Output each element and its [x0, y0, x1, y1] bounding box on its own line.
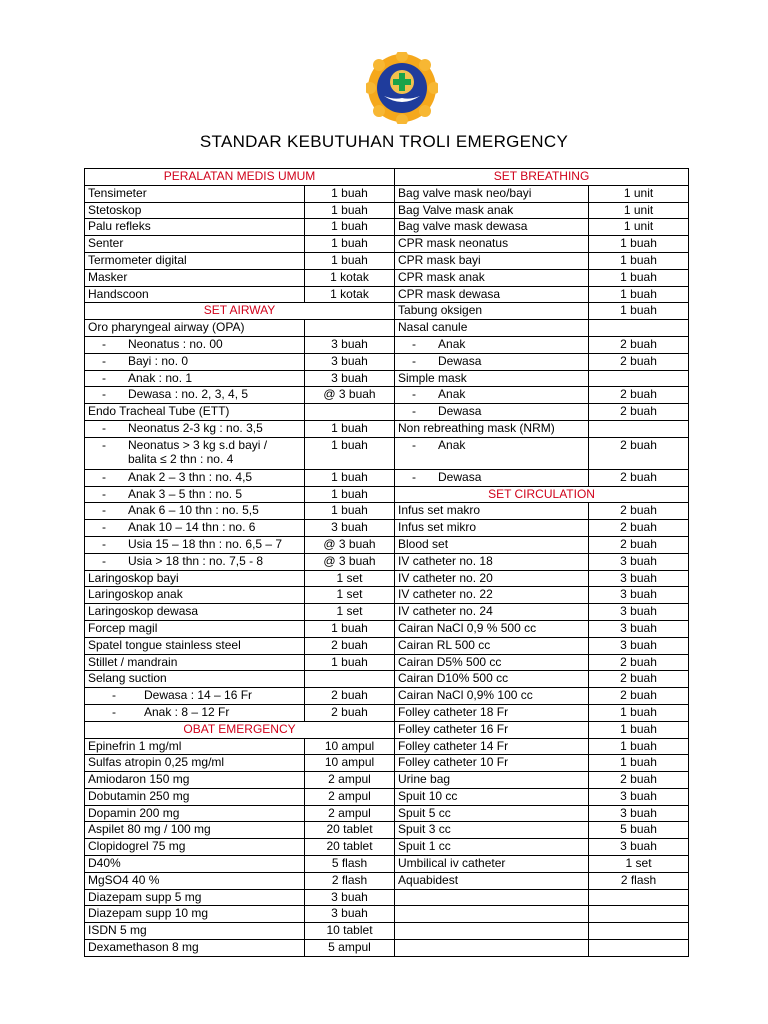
- item-qty: [305, 671, 395, 688]
- item-qty: 2 buah: [589, 469, 689, 486]
- table-row: [85, 420, 689, 437]
- item-qty: 3 buah: [305, 370, 395, 387]
- item-qty: 1 buah: [589, 303, 689, 320]
- item-qty: 20 tablet: [305, 822, 395, 839]
- item-name: [85, 553, 305, 570]
- item-name: [85, 469, 305, 486]
- item-qty: 1 buah: [305, 503, 395, 520]
- item-qty: [589, 420, 689, 437]
- section-header-peralatan: PERALATAN MEDIS UMUM: [85, 169, 395, 186]
- item-name: CPR mask anak: [395, 269, 589, 286]
- table-row: [85, 219, 689, 236]
- item-name: Spuit 10 cc: [395, 788, 589, 805]
- item-name: Laringoskop bayi: [85, 570, 305, 587]
- item-name: Sulfas atropin 0,25 mg/ml: [85, 755, 305, 772]
- item-name: Infus set makro: [395, 503, 589, 520]
- table-row: [85, 923, 689, 940]
- item-qty: 2 ampul: [305, 805, 395, 822]
- item-name: Simple mask: [395, 370, 589, 387]
- item-qty: 2 buah: [589, 536, 689, 553]
- table-row: [85, 503, 689, 520]
- item-name: Folley catheter 18 Fr: [395, 704, 589, 721]
- section-header-obat: OBAT EMERGENCY: [85, 721, 395, 738]
- item-name: [85, 486, 305, 503]
- item-name: Cairan NaCl 0,9% 100 cc: [395, 688, 589, 705]
- item-name: Blood set: [395, 536, 589, 553]
- bullet-dash: -: [412, 469, 417, 484]
- item-name: Amiodaron 150 mg: [85, 772, 305, 789]
- item-name: CPR mask neonatus: [395, 236, 589, 253]
- bullet-dash: -: [112, 704, 116, 719]
- item-name: [85, 688, 305, 705]
- item-name: Diazepam supp 10 mg: [85, 906, 305, 923]
- table-row: [85, 906, 689, 923]
- item-name: Folley catheter 14 Fr: [395, 738, 589, 755]
- bullet-dash: -: [102, 387, 106, 402]
- table-row: [85, 704, 689, 721]
- item-label: [128, 438, 267, 466]
- item-label: Bayi : no. 0: [128, 353, 189, 368]
- item-qty: 10 ampul: [305, 755, 395, 772]
- item-qty: 2 buah: [589, 503, 689, 520]
- bullet-dash: -: [412, 437, 417, 452]
- item-qty: 1 buah: [589, 755, 689, 772]
- item-name: [395, 404, 589, 421]
- item-name: Stillet / mandrain: [85, 654, 305, 671]
- bullet-dash: -: [102, 520, 106, 535]
- item-label: Usia 15 – 18 thn : no. 6,5 – 7: [128, 536, 283, 551]
- table-row: [85, 404, 689, 421]
- item-name: Clopidogrel 75 mg: [85, 839, 305, 856]
- bullet-dash: -: [112, 688, 116, 703]
- item-qty: 3 buah: [589, 805, 689, 822]
- item-label: Anak 2 – 3 thn : no. 4,5: [128, 469, 253, 484]
- table-row: [85, 688, 689, 705]
- item-name: [85, 704, 305, 721]
- bullet-dash: -: [102, 336, 106, 351]
- item-qty: 2 buah: [589, 688, 689, 705]
- item-qty: 3 buah: [305, 906, 395, 923]
- item-label: Dewasa: [438, 353, 482, 368]
- item-name: Dexamethason 8 mg: [85, 940, 305, 957]
- item-label: Dewasa: [438, 469, 482, 484]
- item-name: Spuit 3 cc: [395, 822, 589, 839]
- item-qty: [589, 370, 689, 387]
- bullet-dash: -: [102, 437, 106, 452]
- table-row: [85, 604, 689, 621]
- table-row: [85, 202, 689, 219]
- item-name: Termometer digital: [85, 252, 305, 269]
- item-qty: 1 buah: [305, 437, 395, 469]
- item-name: Masker: [85, 269, 305, 286]
- item-qty: 1 unit: [589, 185, 689, 202]
- item-name: Cairan D10% 500 cc: [395, 671, 589, 688]
- item-qty: 2 buah: [589, 437, 689, 469]
- empty-cell: [589, 906, 689, 923]
- empty-cell: [589, 923, 689, 940]
- table-row: [85, 320, 689, 337]
- item-qty: 3 buah: [589, 637, 689, 654]
- item-qty: 2 buah: [305, 637, 395, 654]
- item-name: Oro pharyngeal airway (OPA): [85, 320, 305, 337]
- item-qty: 3 buah: [589, 839, 689, 856]
- table-row: [85, 303, 689, 320]
- item-qty: 1 buah: [305, 219, 395, 236]
- item-qty: 1 buah: [305, 620, 395, 637]
- table-row: [85, 353, 689, 370]
- item-qty: 1 set: [305, 570, 395, 587]
- item-name: [395, 353, 589, 370]
- item-name: [85, 536, 305, 553]
- item-name: IV catheter no. 18: [395, 553, 589, 570]
- item-name: CPR mask dewasa: [395, 286, 589, 303]
- equipment-table: [84, 168, 689, 957]
- item-name: Non rebreathing mask (NRM): [395, 420, 589, 437]
- item-qty: 1 set: [589, 856, 689, 873]
- item-qty: 10 tablet: [305, 923, 395, 940]
- empty-cell: [395, 923, 589, 940]
- item-name: [85, 353, 305, 370]
- table-row: [85, 805, 689, 822]
- bullet-dash: -: [412, 404, 417, 419]
- item-qty: 1 buah: [305, 654, 395, 671]
- table-row: [85, 738, 689, 755]
- item-qty: 2 buah: [589, 387, 689, 404]
- item-label: Anak : 8 – 12 Fr: [144, 704, 230, 719]
- bullet-dash: -: [412, 387, 417, 402]
- item-qty: 2 buah: [589, 353, 689, 370]
- item-name: Palu refleks: [85, 219, 305, 236]
- item-qty: 1 buah: [589, 721, 689, 738]
- item-name: IV catheter no. 20: [395, 570, 589, 587]
- item-label: Anak 10 – 14 thn : no. 6: [128, 520, 256, 535]
- item-qty: 3 buah: [589, 788, 689, 805]
- item-name: Selang suction: [85, 671, 305, 688]
- table-row: [85, 286, 689, 303]
- item-name: Diazepam supp 5 mg: [85, 889, 305, 906]
- item-qty: 1 buah: [305, 202, 395, 219]
- item-label: Anak : no. 1: [128, 370, 193, 385]
- item-qty: 3 buah: [589, 604, 689, 621]
- item-name: Bag Valve mask anak: [395, 202, 589, 219]
- bullet-dash: -: [102, 486, 106, 501]
- item-label: Anak: [438, 387, 466, 402]
- table-row: [85, 889, 689, 906]
- item-name: Dobutamin 250 mg: [85, 788, 305, 805]
- item-name: Urine bag: [395, 772, 589, 789]
- item-name: Cairan NaCl 0,9 % 500 cc: [395, 620, 589, 637]
- item-name: Umbilical iv catheter: [395, 856, 589, 873]
- item-qty: 2 buah: [305, 704, 395, 721]
- item-name: Bag valve mask neo/bayi: [395, 185, 589, 202]
- item-name: Epinefrin 1 mg/ml: [85, 738, 305, 755]
- item-qty: 3 buah: [589, 587, 689, 604]
- item-name: Stetoskop: [85, 202, 305, 219]
- table-row: [85, 856, 689, 873]
- item-qty: 1 buah: [589, 252, 689, 269]
- item-qty: 3 buah: [305, 889, 395, 906]
- table-row: [85, 570, 689, 587]
- table-row: [85, 269, 689, 286]
- table-row: [85, 620, 689, 637]
- item-name: [85, 437, 305, 469]
- item-label: Dewasa: [438, 404, 482, 419]
- item-qty: 3 buah: [589, 620, 689, 637]
- section-header-circulation: SET CIRCULATION: [395, 486, 689, 503]
- item-name: Spuit 1 cc: [395, 839, 589, 856]
- table-row: [85, 520, 689, 537]
- item-name: [85, 503, 305, 520]
- item-qty: 1 unit: [589, 202, 689, 219]
- item-qty: 1 buah: [305, 420, 395, 437]
- item-qty: 2 flash: [305, 872, 395, 889]
- table-row: [85, 536, 689, 553]
- item-label: Usia > 18 thn : no. 7,5 - 8: [128, 553, 264, 568]
- item-name: Dopamin 200 mg: [85, 805, 305, 822]
- bullet-dash: -: [102, 536, 106, 551]
- item-name: [85, 370, 305, 387]
- item-qty: 2 buah: [305, 688, 395, 705]
- item-qty: 1 buah: [305, 252, 395, 269]
- section-header-airway: SET AIRWAY: [85, 303, 395, 320]
- item-qty: 5 flash: [305, 856, 395, 873]
- item-label: Neonatus : no. 00: [128, 336, 223, 351]
- item-qty: 2 flash: [589, 872, 689, 889]
- document-title: STANDAR KEBUTUHAN TROLI EMERGENCY: [199, 132, 569, 151]
- item-name: [395, 336, 589, 353]
- item-qty: 2 ampul: [305, 788, 395, 805]
- table-row: [85, 788, 689, 805]
- item-qty: 3 buah: [305, 520, 395, 537]
- item-qty: 1 kotak: [305, 286, 395, 303]
- table-row: [85, 772, 689, 789]
- item-label: Anak 6 – 10 thn : no. 5,5: [128, 503, 259, 518]
- item-qty: 1 set: [305, 587, 395, 604]
- item-name: IV catheter no. 24: [395, 604, 589, 621]
- table-row: [85, 721, 689, 738]
- table-row: [85, 252, 689, 269]
- table-row: [85, 185, 689, 202]
- item-qty: 2 buah: [589, 520, 689, 537]
- item-name: IV catheter no. 22: [395, 587, 589, 604]
- table-row: [85, 637, 689, 654]
- item-qty: 3 buah: [589, 553, 689, 570]
- item-name: Bag valve mask dewasa: [395, 219, 589, 236]
- item-qty: 1 buah: [589, 236, 689, 253]
- item-name: Spatel tongue stainless steel: [85, 637, 305, 654]
- item-label-line-1: Neonatus > 3 kg s.d bayi /: [128, 437, 268, 452]
- item-label: Dewasa : 14 – 16 Fr: [144, 688, 253, 703]
- item-qty: 2 ampul: [305, 772, 395, 789]
- item-qty: 2 buah: [589, 404, 689, 421]
- item-name: D40%: [85, 856, 305, 873]
- item-qty: @ 3 buah: [305, 387, 395, 404]
- item-qty: [589, 320, 689, 337]
- item-qty: 20 tablet: [305, 839, 395, 856]
- empty-cell: [395, 889, 589, 906]
- item-name: [85, 336, 305, 353]
- bullet-dash: -: [102, 353, 106, 368]
- table-row: [85, 671, 689, 688]
- bullet-dash: -: [102, 503, 106, 518]
- item-qty: 1 buah: [589, 738, 689, 755]
- item-name: MgSO4 40 %: [85, 872, 305, 889]
- table-row: [85, 486, 689, 503]
- item-qty: 3 buah: [305, 336, 395, 353]
- item-name: Senter: [85, 236, 305, 253]
- item-qty: 1 buah: [305, 185, 395, 202]
- item-qty: 1 buah: [589, 269, 689, 286]
- table-row: [85, 437, 689, 469]
- bullet-dash: -: [102, 420, 106, 435]
- bullet-dash: -: [102, 553, 106, 568]
- item-qty: 1 set: [305, 604, 395, 621]
- item-qty: 2 buah: [589, 671, 689, 688]
- table-row: [85, 587, 689, 604]
- table-row: [85, 169, 689, 186]
- item-name: Laringoskop anak: [85, 587, 305, 604]
- item-qty: 2 buah: [589, 336, 689, 353]
- item-qty: [305, 404, 395, 421]
- item-label: Anak: [438, 336, 466, 351]
- item-name: [85, 420, 305, 437]
- item-label-line-2: balita ≤ 2 thn : no. 4: [128, 451, 234, 466]
- item-name: [85, 387, 305, 404]
- item-name: Forcep magil: [85, 620, 305, 637]
- item-name: Cairan D5% 500 cc: [395, 654, 589, 671]
- item-name: Folley catheter 10 Fr: [395, 755, 589, 772]
- hospital-logo: [366, 52, 438, 124]
- item-qty: 1 buah: [305, 486, 395, 503]
- item-label: Anak: [438, 437, 466, 452]
- item-qty: 1 buah: [589, 286, 689, 303]
- item-qty: 1 kotak: [305, 269, 395, 286]
- item-name: Folley catheter 16 Fr: [395, 721, 589, 738]
- item-name: Laringoskop dewasa: [85, 604, 305, 621]
- item-name: Aspilet 80 mg / 100 mg: [85, 822, 305, 839]
- item-qty: 2 buah: [589, 772, 689, 789]
- empty-cell: [589, 940, 689, 957]
- item-qty: 2 buah: [589, 654, 689, 671]
- table-row: [85, 469, 689, 486]
- item-name: Tabung oksigen: [395, 303, 589, 320]
- item-name: [395, 387, 589, 404]
- item-qty: 5 buah: [589, 822, 689, 839]
- table-row: [85, 872, 689, 889]
- table-row: [85, 755, 689, 772]
- item-qty: [305, 320, 395, 337]
- item-name: [395, 469, 589, 486]
- item-qty: 5 ampul: [305, 940, 395, 957]
- item-name: Aquabidest: [395, 872, 589, 889]
- table-row: [85, 839, 689, 856]
- item-name: Handscoon: [85, 286, 305, 303]
- item-name: Infus set mikro: [395, 520, 589, 537]
- item-label: Neonatus 2-3 kg : no. 3,5: [128, 420, 263, 435]
- table-row: [85, 370, 689, 387]
- bullet-dash: -: [102, 469, 106, 484]
- item-qty: 1 buah: [305, 469, 395, 486]
- table-row: [85, 236, 689, 253]
- bullet-dash: -: [412, 353, 417, 368]
- item-name: [85, 520, 305, 537]
- empty-cell: [395, 940, 589, 957]
- item-qty: 10 ampul: [305, 738, 395, 755]
- item-name: [395, 437, 589, 469]
- item-name: Cairan RL 500 cc: [395, 637, 589, 654]
- item-qty: 1 buah: [305, 236, 395, 253]
- table-row: [85, 553, 689, 570]
- table-row: [85, 940, 689, 957]
- item-name: Tensimeter: [85, 185, 305, 202]
- item-qty: 3 buah: [305, 353, 395, 370]
- item-label: Dewasa : no. 2, 3, 4, 5: [128, 387, 249, 402]
- item-qty: 1 unit: [589, 219, 689, 236]
- bullet-dash: -: [102, 370, 106, 385]
- item-name: Nasal canule: [395, 320, 589, 337]
- item-name: Spuit 5 cc: [395, 805, 589, 822]
- empty-cell: [395, 906, 589, 923]
- item-qty: @ 3 buah: [305, 536, 395, 553]
- item-name: ISDN 5 mg: [85, 923, 305, 940]
- table-row: [85, 822, 689, 839]
- item-label: Anak 3 – 5 thn : no. 5: [128, 486, 243, 501]
- item-qty: 3 buah: [589, 570, 689, 587]
- table-row: [85, 387, 689, 404]
- item-qty: @ 3 buah: [305, 553, 395, 570]
- bullet-dash: -: [412, 336, 417, 351]
- table-row: [85, 654, 689, 671]
- item-name: CPR mask bayi: [395, 252, 589, 269]
- item-qty: 1 buah: [589, 704, 689, 721]
- table-row: [85, 336, 689, 353]
- empty-cell: [589, 889, 689, 906]
- section-header-breathing: SET BREATHING: [395, 169, 689, 186]
- item-name: Endo Tracheal Tube (ETT): [85, 404, 305, 421]
